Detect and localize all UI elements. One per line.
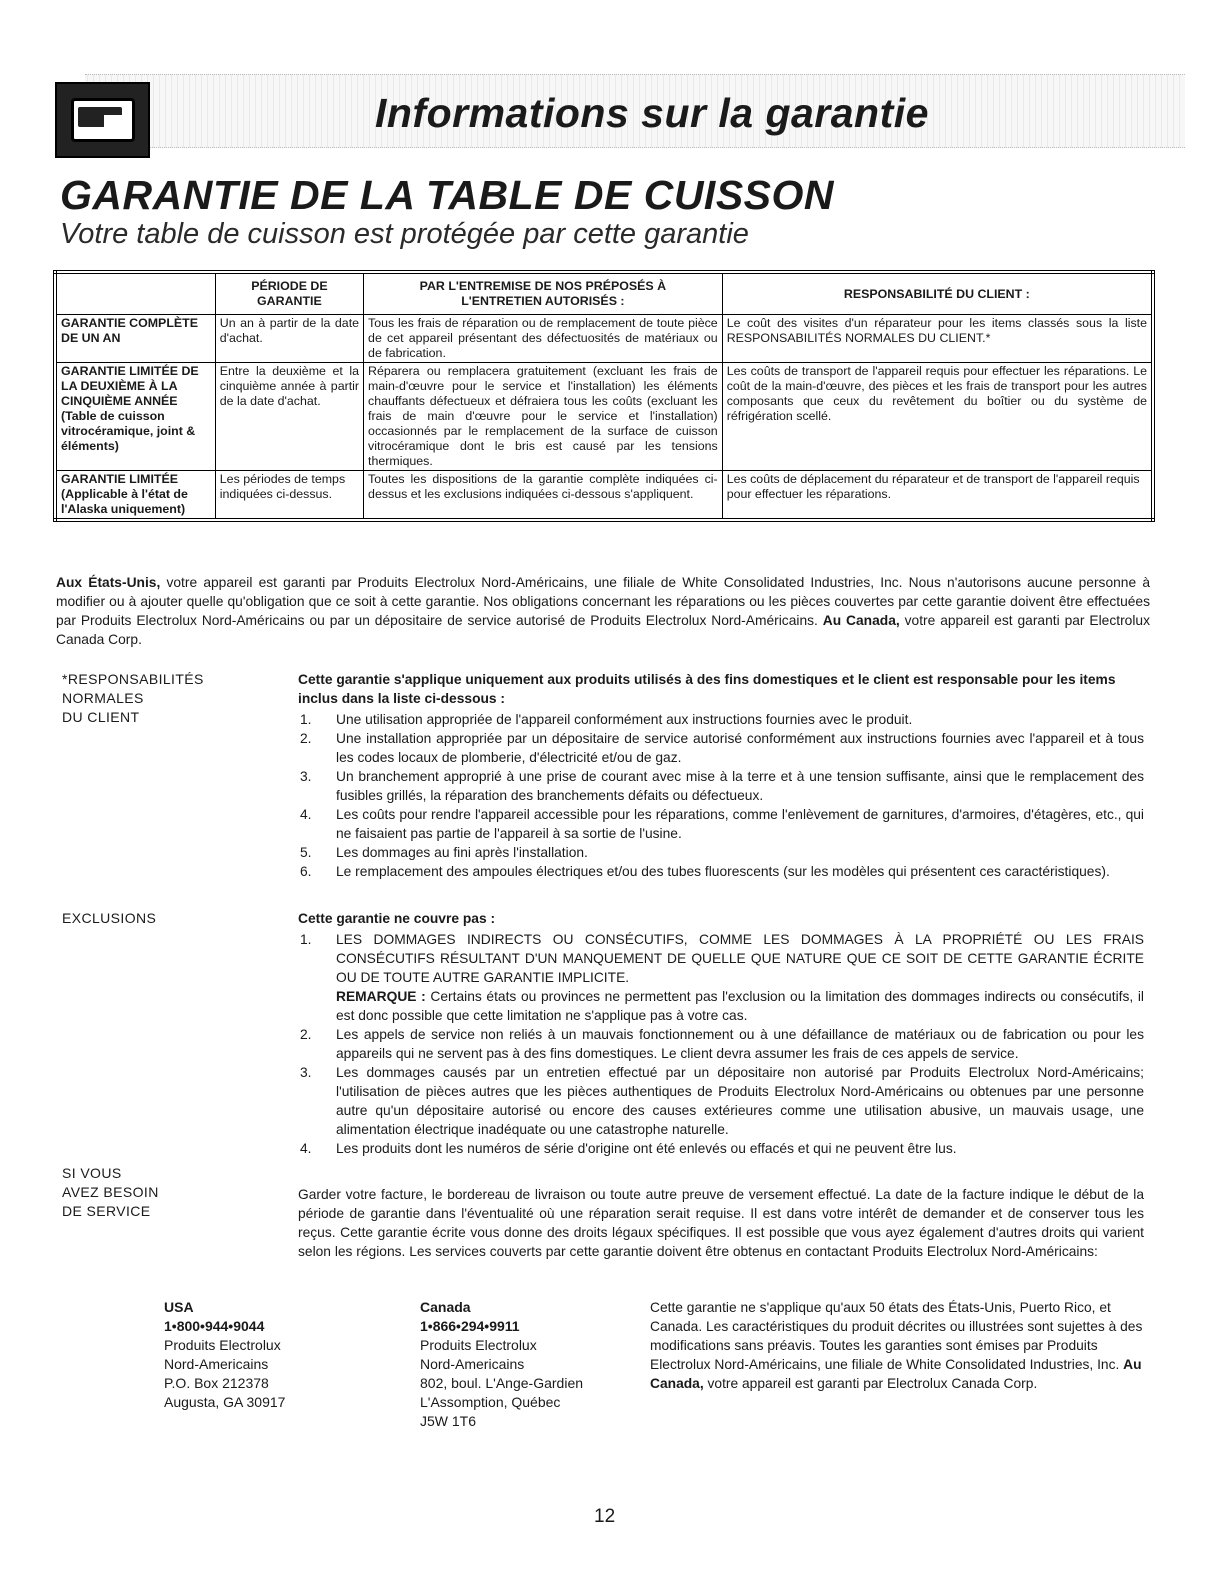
contact-canada-line: Produits Electrolux bbox=[420, 1337, 537, 1353]
responsibilities-list bbox=[298, 710, 1144, 881]
banner-title: Informations sur la garantie bbox=[375, 90, 929, 136]
warranty-table bbox=[53, 270, 1155, 522]
canada-text: votre appareil est garanti par Electrolux Canada Corp. bbox=[56, 613, 1150, 647]
us-label: Aux États-Unis, bbox=[56, 575, 161, 590]
section-banner bbox=[55, 60, 1185, 160]
contact-canada bbox=[420, 1298, 583, 1431]
responsibilities-lead: Cette garantie s'applique uniquement aux produits utilisés à des fins domestiques et le client est responsable pour les items inclus dans la liste ci-dessous : bbox=[298, 672, 1116, 706]
coverage-note-canada-text: votre appareil est garanti par Electrolux Canada Corp. bbox=[703, 1376, 1038, 1391]
list-item: 2. Les appels de service non reliés à un mauvais fonctionnement ou à une défaillance de matériaux ou de fabrication ou pour les appareils qui ne servent pas à des fins domestiques. Le client devra assumer les frais de ces appels de service. bbox=[300, 1027, 1144, 1061]
list-item: 3. Les dommages causés par un entretien effectué par un dépositaire non autorisé par Produits Electrolux Nord-Américains; l'utilisation de pièces autres que les pièces authentiques de Produits Electrolux Nord-Américains ou obtenues par une personne autre qu'un dépositaire autorisé ou encore des causes extérieures comme une utilisation abusive, un mauvais usage, une alimentation électrique inadéquate ou une catastrophe naturelle. bbox=[300, 1065, 1144, 1137]
responsibilities-label: *RESPONSABILITÉS NORMALES DU CLIENT bbox=[62, 671, 204, 725]
table-row bbox=[55, 471, 1153, 521]
coverage-note-canada-label: Au Canada, bbox=[650, 1357, 1142, 1391]
coverage-note-text: Cette garantie ne s'applique qu'aux 50 états des États-Unis, Puerto Rico, et Canada. Les caractéristiques du produit décrites ou illustrées sont sujettes à des modifications sans préavis. Toutes les garanties sont émises par Produits Electrolux Nord-Américains, une filiale de White Consolidated Industries, Inc. bbox=[650, 1300, 1143, 1372]
remark-text: Certains états ou provinces ne permettent pas l'exclusion ou la limitation des dommages indirects ou consécutifs, il est donc possible que cette limitation ne s'applique pas à votre cas. bbox=[336, 989, 1144, 1023]
list-item: 2. Une installation appropriée par un dépositaire de service autorisé conformément aux instructions fournies avec l'appareil et à tous les codes locaux de plomberie, d'électricité et/ou de gaz. bbox=[300, 731, 1144, 765]
page-subtitle: Votre table de cuisson est protégée par cette garantie bbox=[60, 218, 749, 250]
service-label: SI VOUS AVEZ BESOIN DE SERVICE bbox=[62, 1165, 159, 1219]
canada-label: Au Canada, bbox=[822, 613, 900, 628]
exclusions-lead: Cette garantie ne couvre pas : bbox=[298, 911, 496, 926]
contact-canada-line: Nord-Americains bbox=[420, 1356, 525, 1372]
table-row bbox=[55, 315, 1153, 363]
list-item: 1. Une utilisation appropriée de l'appareil conformément aux instructions fournies avec le produit. bbox=[300, 712, 913, 727]
row-client: Les coûts de transport de l'appareil requis pour effectuer les réparations. Le coût de la main-d'œuvre, des pièces et les frais de transport pour les autres composants que ceux du revêtement du boîtier ou du système de réfrigération scellé. bbox=[722, 363, 1153, 471]
table-header-empty bbox=[55, 272, 215, 315]
contact-usa-line: Augusta, GA 30917 bbox=[164, 1394, 286, 1410]
contact-usa bbox=[164, 1298, 285, 1412]
contact-canada-phone: 1•866•294•9911 bbox=[420, 1318, 520, 1334]
row-service: Tous les frais de réparation ou de remplacement de toute pièce de cet appareil présentant des défectuosités de matériaux ou de fabrication. bbox=[364, 315, 723, 363]
remark-label: REMARQUE : bbox=[336, 989, 426, 1004]
contact-usa-line: P.O. Box 212378 bbox=[164, 1375, 269, 1391]
notepad-document-icon bbox=[55, 82, 150, 158]
table-header-client: RESPONSABILITÉ DU CLIENT : bbox=[722, 272, 1153, 315]
table-header-period: PÉRIODE DE GARANTIE bbox=[215, 272, 363, 315]
exclusions-label: EXCLUSIONS bbox=[62, 910, 157, 926]
coverage-note bbox=[650, 1298, 1145, 1393]
list-item: 4. Les coûts pour rendre l'appareil accessible pour les réparations, comme l'enlèvement de garnitures, d'armoires, d'étagères, etc., qui ne faisaient pas partie de l'appareil à sa sortie de l'usine. bbox=[300, 807, 1144, 841]
table-header-row bbox=[55, 272, 1153, 315]
us-text: votre appareil est garanti par Produits Electrolux Nord-Américains, une filiale de White Consolidated Industries, Inc. Nous n'autorisons aucune personne à modifier ou à ajouter quelle qu'obligation que ce soit à cette garantie. Nos obligations concernant les réparations ou les pièces couvertes par cette garantie doivent être effectuées par Produits Electrolux Nord-Américains ou par un dépositaire de service autorisé de Produits Electrolux Nord-Américains. bbox=[56, 575, 1150, 628]
exclusions-section bbox=[298, 909, 1144, 1158]
row-label: GARANTIE COMPLÈTE DE UN AN bbox=[55, 315, 215, 363]
row-service: Réparera ou remplacera gratuitement (excluant les frais de main-d'œuvre pour le service et l'installation) les éléments chauffants défectueux et défraiera tous les coûts (excluant les frais de main d'œuvre pour le service et l'installation) occasionnés par le remplacement de la surface de cuisson vitrocéramique dont le bris est causé par les tensions thermiques. bbox=[364, 363, 723, 471]
contact-usa-phone: 1•800•944•9044 bbox=[164, 1318, 265, 1334]
table-row bbox=[55, 363, 1153, 471]
contact-usa-line: Nord-Americains bbox=[164, 1356, 269, 1372]
list-item: 1. LES DOMMAGES INDIRECTS OU CONSÉCUTIFS, COMME LES DOMMAGES À LA PROPRIÉTÉ OU LES FRAIS CONSÉCUTIFS RÉSULTANT D'UN MANQUEMENT DE QUELLE QUE NATURE QUE CE SOIT DE CETTE GARANTIE ÉCRITE OU DE TOUTE AUTRE GARANTIE IMPLICITE. REMARQUE : Certains états ou provinces ne permettent pas l'exclusion ou la limitation des dommages indirects ou consécutifs, il est donc possible que cette limitation ne s'applique pas à votre cas. bbox=[300, 932, 1144, 1023]
row-service: Toutes les dispositions de la garantie complète indiquées ci-dessus et les exclusions indiquées ci-dessous s'appliquent. bbox=[364, 471, 723, 521]
row-period: Un an à partir de la date d'achat. bbox=[215, 315, 363, 363]
row-label: GARANTIE LIMITÉE (Applicable à l'état de l'Alaska uniquement) bbox=[55, 471, 215, 521]
contact-canada-line: L'Assomption, Québec bbox=[420, 1394, 561, 1410]
page-number: 12 bbox=[594, 1506, 616, 1527]
contact-canada-line: J5W 1T6 bbox=[420, 1413, 477, 1429]
list-item: 4. Les produits dont les numéros de série d'origine ont été enlevés ou effacés et qui ne peuvent être lus. bbox=[300, 1141, 957, 1156]
row-period: Les périodes de temps indiquées ci-dessus. bbox=[215, 471, 363, 521]
service-text: Garder votre facture, le bordereau de livraison ou toute autre preuve de versement effectué. La date de la facture indique le début de la période de garantie dans l'éventualité où une réparation serait requise. Il est dans votre intérêt de demander et de conserver tous les reçus. Cette garantie écrite vous donne des droits légaux spécifiques. Il est possible que vous ayez également d'autres droits qui varient selon les régions. Les services couverts par cette garantie doivent être obtenus en contactant Produits Electrolux Nord-Américains: bbox=[298, 1187, 1144, 1259]
row-label: GARANTIE LIMITÉE DE LA DEUXIÈME À LA CINQUIÈME ANNÉE (Table de cuisson vitrocéramique, joint & éléments) bbox=[55, 363, 215, 471]
list-item: 5. Les dommages au fini après l'installation. bbox=[300, 845, 588, 860]
contact-canada-line: 802, boul. L'Ange-Gardien bbox=[420, 1375, 584, 1391]
row-client: Le coût des visites d'un réparateur pour les items classés sous la liste RESPONSABILITÉS NORMALES DU CLIENT.* bbox=[722, 315, 1153, 363]
table-header-service: PAR L'ENTREMISE DE NOS PRÉPOSÉS À L'ENTRETIEN AUTORISÉS : bbox=[364, 272, 723, 315]
contact-canada-title: Canada bbox=[420, 1299, 471, 1315]
intro-paragraph bbox=[56, 573, 1150, 649]
list-item: 3. Un branchement approprié à une prise de courant avec mise à la terre et à une tension suffisante, ainsi que le remplacement des fusibles grillés, la réparation des branchements défaits ou défectueux. bbox=[300, 769, 1144, 803]
contact-usa-title: USA bbox=[164, 1299, 194, 1315]
list-item: 6. Le remplacement des ampoules électriques et/ou des tubes fluorescents (sur les modèles qui présentent ces caractéristiques). bbox=[300, 864, 1110, 879]
exclusions-list bbox=[298, 930, 1144, 1158]
responsibilities-section bbox=[298, 670, 1144, 881]
row-client: Les coûts de déplacement du réparateur et de transport de l'appareil requis pour effectuer les réparations. bbox=[722, 471, 1153, 521]
contact-usa-line: Produits Electrolux bbox=[164, 1337, 281, 1353]
service-section bbox=[298, 1185, 1144, 1261]
row-period: Entre la deuxième et la cinquième année à partir de la date d'achat. bbox=[215, 363, 363, 471]
page-title: GARANTIE DE LA TABLE DE CUISSON bbox=[60, 172, 835, 218]
